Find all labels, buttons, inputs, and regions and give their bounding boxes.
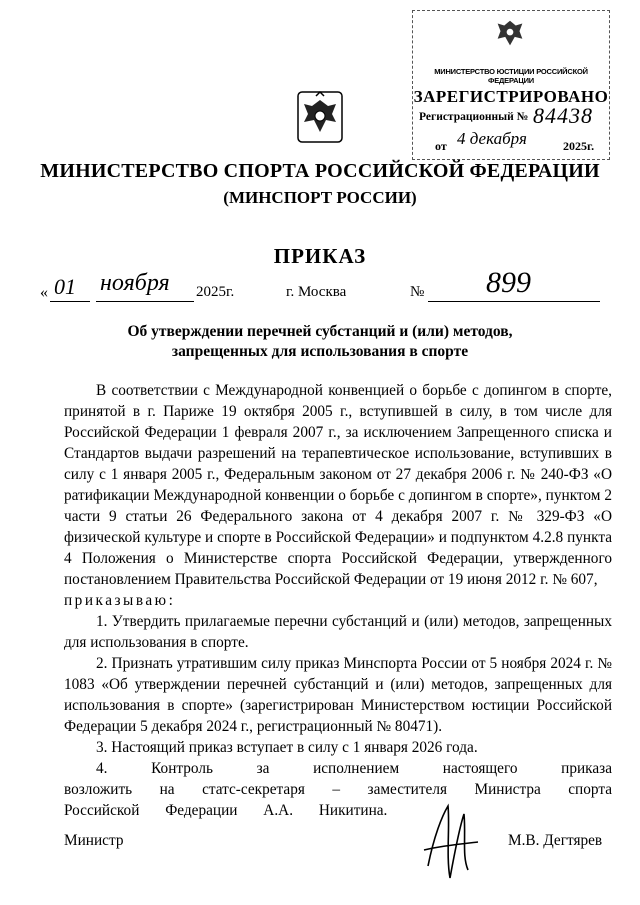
order-title	[0, 322, 640, 362]
stamp-registered: ЗАРЕГИСТРИРОВАНО	[413, 87, 609, 106]
order-number: 899	[486, 266, 531, 299]
order-title-line1: Об утверждении перечней субстанций и (или) методов,	[127, 323, 513, 340]
order-title-line2: запрещенных для использования в спорте	[171, 343, 469, 360]
stamp-reg-number: 84438	[533, 103, 593, 128]
signatory-name: М.В. Дегтярев	[508, 832, 603, 849]
preamble-paragraph: В соответствии с Международной конвенцией о борьбе с допингом в спорте, принятой в г. Париже 19 октября 2005 г., вступившей в силу, в том числе для Российской Федерации 1 февраля 2007 г., за исключением Запрещенного списка и Стандартов выдачи разрешений на терапевтическое использование, вступивших в силу с 1 января 2005 г., Федеральным законом от 27 декабря 2006 г. № 240-ФЗ «О ратификации Международной конвенции о борьбе с допингом в спорте», пунктом 2 части 9 статьи 26 Федерального закона от 4 декабря 2007 г. № 329-ФЗ «О физической культуре и спорте в Российской Федерации» и подпунктом 4.2.8 пункта 4 Положения о Министерстве спорта Российской Федерации, утвержденного постановлением Правительства Российской Федерации от 19 июня 2012 г. № 607,	[64, 382, 612, 588]
coat-of-arms-emblem	[290, 86, 350, 146]
number-underline	[428, 301, 600, 302]
date-underline-day	[50, 301, 90, 302]
order-year: 2025г.	[196, 284, 235, 300]
ministry-short-name: (МИНСПОРТ РОССИИ)	[223, 188, 417, 207]
stamp-ministry: МИНИСТЕРСТВО ЮСТИЦИИ РОССИЙСКОЙ ФЕДЕРАЦИИ	[434, 67, 588, 85]
order-item-4: 4. Контроль за исполнением настоящего приказа возложить на статс-секретаря – заместителя Министра спорта Российской Федерации А.А. Никитина.	[64, 760, 612, 819]
order-word: приказываю:	[64, 592, 176, 609]
stamp-emblem-icon	[491, 15, 529, 53]
date-underline-month	[96, 301, 194, 302]
signatory-position: Министр	[64, 832, 124, 849]
stamp-year: 2025г.	[563, 139, 595, 153]
registration-stamp	[412, 10, 610, 160]
date-quote-open: «	[40, 284, 48, 301]
handwritten-signature	[420, 796, 480, 886]
stamp-reg-number-label: Регистрационный №	[419, 111, 529, 123]
ministry-name: МИНИСТЕРСТВО СПОРТА РОССИЙСКОЙ ФЕДЕРАЦИИ	[40, 160, 600, 182]
document-type: ПРИКАЗ	[273, 244, 367, 268]
stamp-date-handwritten: 4 декабря	[457, 129, 527, 148]
order-month: ноября	[100, 270, 170, 296]
order-item-3: 3. Настоящий приказ вступает в силу с 1 января 2026 года.	[96, 739, 478, 756]
order-body	[64, 380, 612, 821]
order-item-2: 2. Признать утратившим силу приказ Минспорта России от 5 ноября 2024 г. № 1083 «Об утверждении перечней субстанций и (или) методов, запрещенных для использования в спорте» (зарегистрирован Министерством юстиции Российской Федерации 5 декабря 2024 г., регистрационный № 80471).	[64, 655, 612, 735]
order-day: 01	[54, 274, 76, 299]
order-number-label: №	[410, 284, 425, 300]
order-item-1: 1. Утвердить прилагаемые перечни субстанций и (или) методов, запрещенных для использования в спорте.	[64, 613, 612, 651]
stamp-from-label: от	[435, 139, 447, 153]
order-city: г. Москва	[286, 284, 347, 300]
